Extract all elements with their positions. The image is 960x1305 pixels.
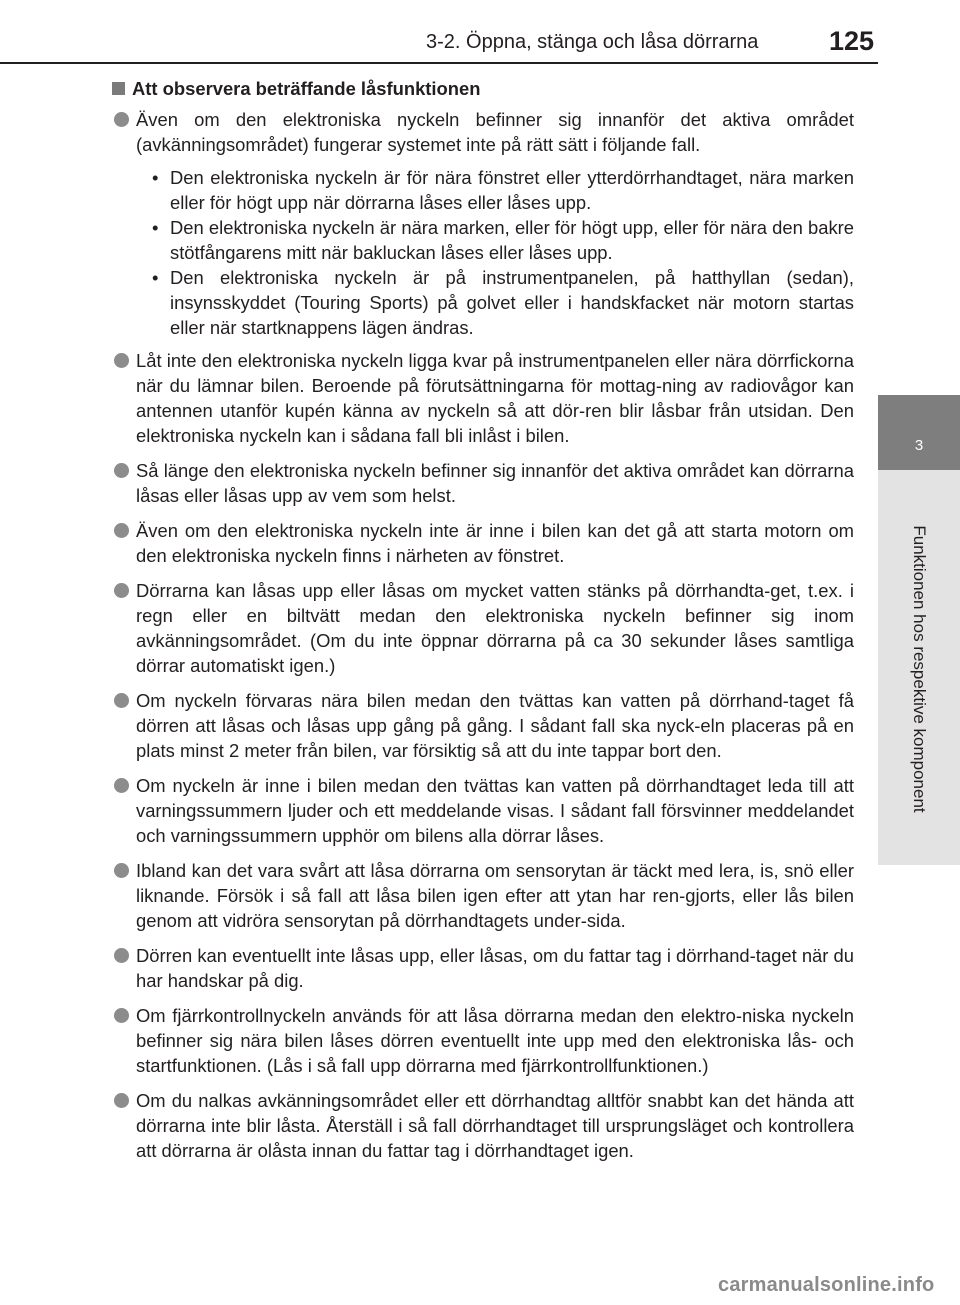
section-title: 3-2. Öppna, stänga och låsa dörrarna [426,31,759,53]
circle-bullet-icon [114,1008,129,1023]
sub-list-item-text: Den elektroniska nyckeln är nära marken, eller för högt upp, eller för nära den bakre stötfångarens mitt när bakluckan låses eller låses upp. [170,217,854,263]
dot-bullet-icon: • [152,167,159,188]
list-item-text: Om fjärrkontrollnyckeln används för att låsa dörrarna medan den elektro-niska nyckeln befinner sig nära bilen låses dörren eventuellt inte upp med den elektroniska lås- och startfunktionen. (Lås i så fall upp dörrarna med fjärrkontrollfunktionen.) [136,1005,854,1076]
list-item [112,688,854,763]
page-header [0,0,960,60]
section-heading [112,76,854,101]
circle-bullet-icon [114,863,129,878]
circle-bullet-icon [114,583,129,598]
list-item-text: Ibland kan det vara svårt att låsa dörrarna om sensorytan är täckt med lera, is, snö eller liknande. Försök i så fall att låsa bilen igen efter att ytan har ren-gjorts, eller lås bilen genom att vidröra sensorytan på dörrhandtagets under-sida. [136,860,854,931]
chapter-number: 3 [914,437,924,454]
circle-bullet-icon [114,948,129,963]
list-item [112,578,854,678]
list-item [112,107,854,157]
list-item [112,1088,854,1163]
list-item [112,1003,854,1078]
circle-bullet-icon [114,1093,129,1108]
sub-list-item-text: Den elektroniska nyckeln är på instrumentpanelen, på hatthyllan (sedan), insynsskyddet (Touring Sports) på golvet eller i handskfacket när motorn startas eller när startknappens lägen ändras. [170,267,854,338]
circle-bullet-icon [114,778,129,793]
main-content [112,76,854,1173]
circle-bullet-icon [114,523,129,538]
list-item [112,348,854,448]
square-bullet-icon [112,82,125,95]
watermark: carmanualsonline.info [718,1274,935,1296]
list-item-text: Dörren kan eventuellt inte låsas upp, eller låsas, om du fattar tag i dörrhand-taget när du har handskar på dig. [136,945,854,991]
list-item-text: Låt inte den elektroniska nyckeln ligga kvar på instrumentpanelen eller nära dörrfickorna när du lämnar bilen. Beroende på förutsättningarna för mottag-ning av radiovågor kan antennen utanför kupén känna av nyckeln så att dör-ren blir låsbar från utsidan. Den elektroniska nyckeln kan i sådana fall bli inlåst i bilen. [136,350,854,446]
list-item-text: Även om den elektroniska nyckeln befinner sig innanför det aktiva området (avkänningsområdet) fungerar systemet inte på rätt sätt i följande fall. [136,109,854,155]
list-item [112,458,854,508]
list-item-text: Om nyckeln är inne i bilen medan den tvättas kan vatten på dörrhandtaget leda till att varningssummern ljuder och ett meddelande visas. I sådant fall försvinner meddelandet och varningssummern upphör om bilens alla dörrar låses. [136,775,854,846]
list-item [112,858,854,933]
list-item [112,773,854,848]
dot-bullet-icon: • [152,267,159,288]
list-item [112,943,854,993]
list-item-text: Även om den elektroniska nyckeln inte är inne i bilen kan det gå att starta motorn om den elektroniska nyckeln finns i närheten av fönstret. [136,520,854,566]
chapter-tab-number [878,395,960,470]
circle-bullet-icon [114,693,129,708]
list-item-text: Om du nalkas avkänningsområdet eller ett dörrhandtag alltför snabbt kan det hända att dörrarna inte blir låsta. Återställ i så fall dörrhandtaget till ursprungsläget och kontrollera att dörrarna är olåsta innan du fattar tag i dörrhandtaget igen. [136,1090,854,1161]
list-item [112,518,854,568]
list-item-text: Om nyckeln förvaras nära bilen medan den tvättas kan vatten på dörrhand-taget få dörren att låsas och låsas upp gång på gång. I sådant fall ska nyck-eln placeras på en plats minst 2 meter från bilen, var försiktig så att du inte tappar bort den. [136,690,854,761]
sub-list [112,165,854,340]
sub-list-item [112,165,854,215]
sub-list-item-text: Den elektroniska nyckeln är för nära fönstret eller ytterdörrhandtaget, nära marken eller för högt upp när dörrarna låses eller låses upp. [170,167,854,213]
sub-list-item [112,265,854,340]
circle-bullet-icon [114,463,129,478]
chapter-title: Funktionen hos respektive komponent [910,525,929,813]
dot-bullet-icon: • [152,217,159,238]
chapter-tab-label [878,470,960,865]
list-item-text: Dörrarna kan låsas upp eller låsas om mycket vatten stänks på dörrhandta-get, t.ex. i regn eller en biltvätt medan den elektroniska nyckeln befinner sig inom avkänningsområdet. (Om du inte öppnar dörrarna på ca 30 sekunder låses samtliga dörrar automatiskt igen.) [136,580,854,676]
header-divider [0,62,878,64]
circle-bullet-icon [114,112,129,127]
circle-bullet-icon [114,353,129,368]
list-item-text: Så länge den elektroniska nyckeln befinner sig innanför det aktiva området kan dörrarna låsas eller låsas upp av vem som helst. [136,460,854,506]
sub-list-item [112,215,854,265]
page-number: 125 [829,26,875,56]
section-heading-text: Att observera beträffande låsfunktionen [132,78,481,99]
